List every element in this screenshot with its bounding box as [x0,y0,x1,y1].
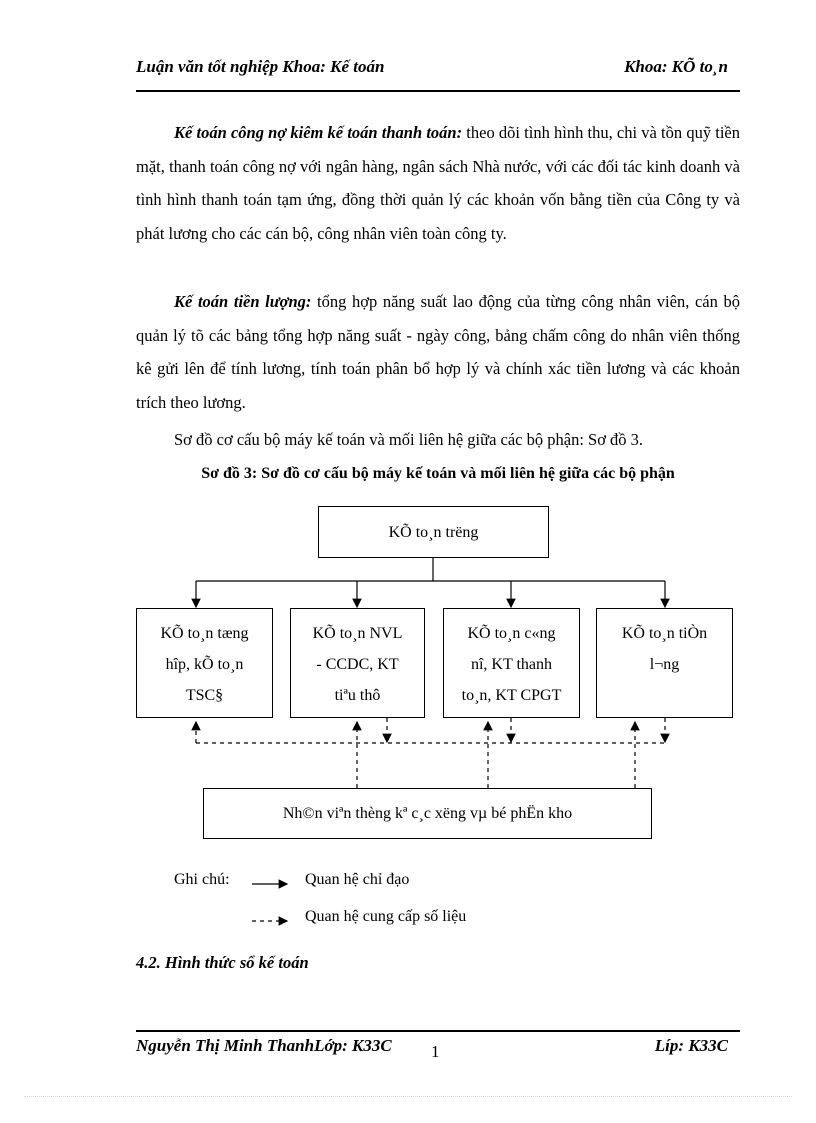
department-line: KÕ to¸n NVL [312,625,403,642]
department-line: KÕ to¸n tæng [160,625,249,642]
department-line: hîp, kÕ to¸n [165,656,244,673]
section-heading: 4.2. Hình thức sổ kế toán [136,953,309,972]
footer-left: Nguyễn Thị Minh ThanhLớp: K33C [136,1036,392,1055]
legend-label: Ghi chú: [174,871,230,888]
paragraph-text: tổng hợp năng suất lao động của từng công nhân viên, cán bộ quản lý tõ các bảng tổng hợp năng suất - ngày công, bảng chấm công do nhân viên thống kê gửi lên để tính lương, tính toán phân bổ hợp lý và chính xác tiền lương và các khoản trích theo lương. [136,292,740,412]
legend-direct-label: Quan hệ chỉ đạo [305,871,410,888]
staff-box: Nh©n viªn thèng kª c¸c xëng vµ bé phËn kho [203,788,652,839]
department-line: KÕ to¸n tiÒn [621,625,708,642]
paragraph-text: Sơ đồ cơ cấu bộ máy kế toán và mối liên hệ giữa các bộ phận: Sơ đồ 3. [174,430,644,449]
page-number: 1 [431,1042,440,1061]
department-line: - CCDC, KT [316,656,399,673]
department-line: TSC§ [185,687,224,704]
department-box [443,608,580,718]
footer-right: Líp: K33C [654,1036,728,1055]
department-box [136,608,273,718]
header-right: Khoa: KÕ to¸n [624,57,728,76]
header-left: Luận văn tốt nghiệp Khoa: Kế toán [136,57,385,76]
department-box [596,608,733,718]
legend-data-label: Quan hệ cung cấp số liệu [305,908,467,925]
department-line: to¸n, KT CPGT [461,687,562,704]
department-line: KÕ to¸n c«ng [467,625,556,642]
department-line: l¬ng [649,656,680,673]
department-box [290,608,425,718]
page-edge [24,1096,792,1097]
diagram-caption: Sơ đồ 3: Sơ đồ cơ cấu bộ máy kế toán và mối liên hệ giữa các bộ phận [201,465,675,482]
paragraph-lead: Kế toán công nợ kiêm kế toán thanh toán: [174,123,463,142]
department-line: nî, KT thanh [470,656,553,673]
department-line: tiªu thô [334,687,381,704]
footer-rule [136,1030,740,1032]
paragraph-text: theo dõi tình hình thu, chi và tồn quỹ tiền mặt, thanh toán công nợ với ngân hàng, ngân sách Nhà nước, với các đối tác kinh doanh và tình hình thanh toán tạm ứng, đồng thời quản lý các khoản vốn bằng tiền của Công ty và phát lương cho các cán bộ, công nhân viên toàn công ty. [136,123,740,243]
chief-accountant-box: KÕ to¸n trëng [318,506,549,558]
paragraph-lead: Kế toán tiền lượng: [174,292,312,311]
